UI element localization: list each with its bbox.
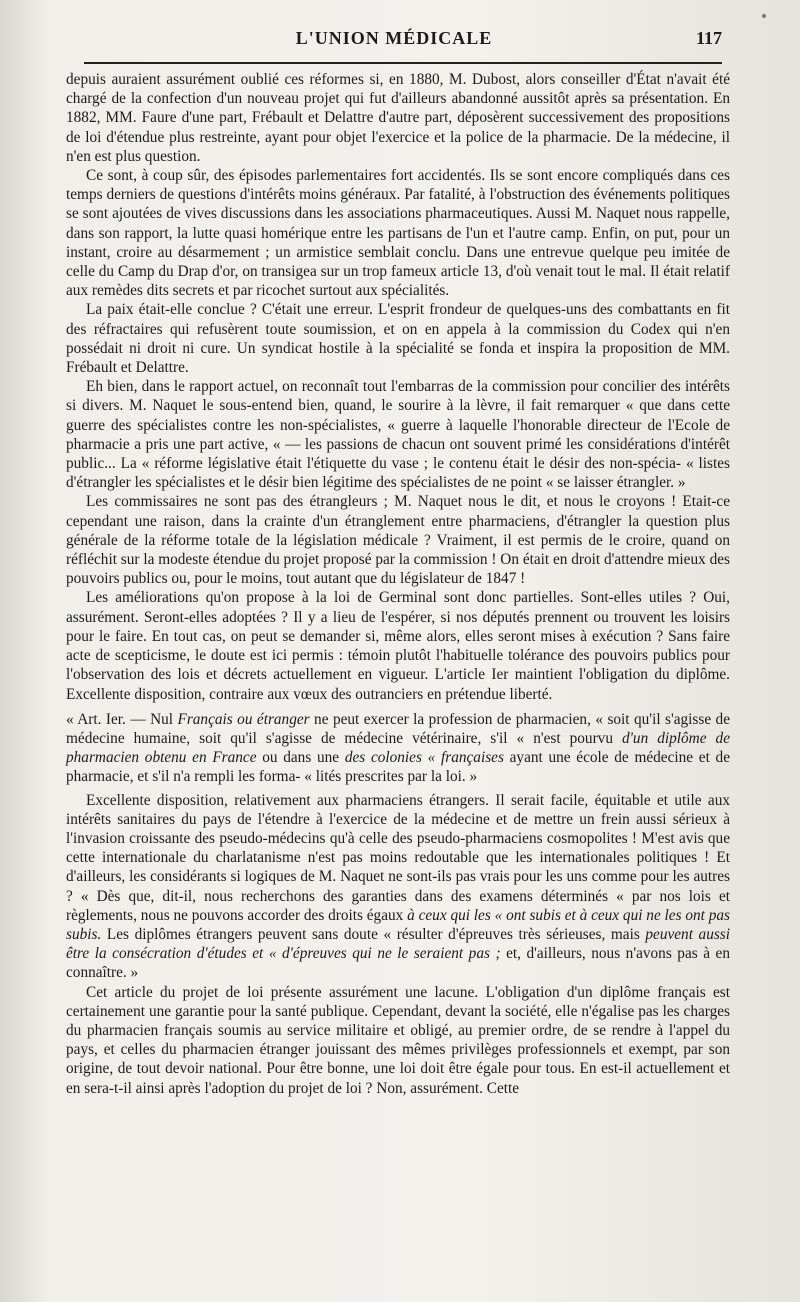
paragraph-text: Les diplômes étrangers peuvent sans doute « résulter d'épreuves très sérieuses, mais — [101, 925, 646, 943]
quote-text: « Art. Ier. — Nul — [66, 710, 178, 728]
running-title: L'UNION MÉDICALE — [295, 28, 493, 48]
quote-italic: d'un diplôme de pharmacien obtenu en France — [66, 729, 730, 767]
quote-text: ou dans une — [256, 749, 345, 767]
law-article-quote — [66, 710, 730, 787]
page-number: 117 — [695, 28, 722, 48]
paragraph-text: Excellente disposition, relativement aux pharmaciens étrangers. Il serait facile, équitable et utile aux intérêts sanitaires du pays de l'étendre à l'exercice de la médecine et de mettre un frein aussi sérieux à l'invasion croissante des pseudo-médecins qu'à celle des pseudo-pharmaciens cosmopolites ! M'est avis que cette internationale du charlatanisme n'est pas moins redoutable que les internationales politiques ! Et d'ailleurs, les considérants si logiques de M. Naquet ne sont-ils pas vrais pour les uns comme pour les autres ? « Dès que, dit-il, nous recherchons des garanties dans des examens déterminés « par nos lois et règlements, nous ne pouvons accorder des droits égaux — [66, 791, 730, 924]
paragraph — [66, 791, 730, 983]
header-rule — [84, 62, 722, 64]
quote-text: ayant une école de médecine et de pharmacie, et s'il n'a rempli les forma- « lités prescrites par la loi. » — [66, 749, 730, 786]
quote-text: ne peut exercer la profession de pharmacien, « soit qu'il s'agisse de médecine humaine, soit qu'il s'agisse de médecine vétérinaire, s'il « n'est pourvu — [66, 710, 730, 747]
paragraph: depuis auraient assurément oublié ces réformes si, en 1880, M. Dubost, alors conseiller d'État n'avait été chargé de la confection d'un nouveau projet qui fut d'ailleurs abandonné aussitôt après sa présentation. En 1882, MM. Faure d'une part, Frébault et Delattre d'autre part, déposèrent successivement des propositions de loi d'étendue plus restreinte, ayant pour objet l'exercice et la police de la pharmacie. De la médecine, il n'en est plus question. — [66, 71, 730, 165]
quote-italic: Français ou étranger — [177, 710, 310, 728]
paragraph-text: et, d'ailleurs, nous n'avons pas à en connaître. » — [66, 945, 730, 982]
paragraph: Les commissaires ne sont pas des étrangleurs ; M. Naquet nous le dit, et nous le croyons ! Etait-ce cependant une raison, dans la crainte d'un étranglement entre pharmaciens, d'étrangler la question plus générale de la réforme totale de la législation médicale ? Vraiment, il est permis de le croire, quand on réfléchit sur la modeste étendue du projet proposé par la commission ! On était en droit d'attendre mieux des pouvoirs publics ou, pour le moins, tout autant que du législateur de 1847 ! — [66, 493, 730, 588]
paragraph: Les améliorations qu'on propose à la loi de Germinal sont donc partielles. Sont-elles utiles ? Oui, assurément. Seront-elles adoptées ? Il y a lieu de l'espérer, si nos députés prennent ou trouvent les loisirs pour le faire. En tout cas, on peut se demander si, même alors, elles seront mises à exécution ? Sans faire acte de scepticisme, le doute est ici permis : témoin plutôt l'habituelle tolérance des pouvoirs publics pour l'observation des lois et décrets actuellement en vigueur. L'article Ier maintient l'obligation du diplôme. Excellente disposition, contraire aux vœux des outranciers en prétendue liberté. — [66, 589, 730, 703]
paragraph: La paix était-elle conclue ? C'était une erreur. L'esprit frondeur de quelques-uns des combattants en fit des réfractaires qui refusèrent toute soumission, et on en appela à la commission du Codex qui n'en possédait ni droit ni cure. Un syndicat hostile à la spécialité se fonda et inspira la proposition de MM. Frébault et Delattre. — [66, 301, 730, 377]
quote-italic: des colonies « françaises — [344, 749, 504, 767]
paragraph: Cet article du projet de loi présente assurément une lacune. L'obligation d'un diplôme français est certainement une garantie pour la santé publique. Cependant, devant la société, elle n'égalise pas les charges du pharmacien français soumis au service militaire et obligé, au premier ordre, de se rendre à l'appel du pays, et celles du pharmacien étranger jouissant des mêmes privilèges professionnels et exempt, par son origine, de tout devoir national. Pour être bonne, une loi doit être égale pour tous. En est-il actuellement et en sera-t-il ainsi après l'adoption du projet de loi ? Non, assurément. Cette — [66, 983, 730, 1097]
article-body — [66, 70, 730, 1098]
paragraph: Ce sont, à coup sûr, des épisodes parlementaires fort accidentés. Ils se sont encore compliqués dans ces temps derniers de questions d'intérêts moins généraux. Par fatalité, à l'obstruction des événements politiques se sont ajoutées de vives discussions dans les associations pharmaceutiques. Aussi M. Naquet nous rappelle, dans son rapport, la lutte quasi homérique entre les partisans de l'un et l'autre camp. Enfin, on put, pour un instant, croire au désarmement ; un armistice semblait conclu. Dans une entrevue quelque peu imitée de celle du Camp du Drap d'or, on transigea sur un trop fameux article 13, d'où venait tout le mal. Il était relatif aux remèdes dits secrets et par ricochet surtout aux spécialités. — [66, 167, 730, 300]
running-header — [66, 26, 722, 56]
paragraph: Eh bien, dans le rapport actuel, on reconnaît tout l'embarras de la commission pour concilier des intérêts si divers. M. Naquet le sous-entend bien, quand, le sourire à la lèvre, il fait remarquer « que dans cette guerre des spécialistes contre les non-spécialistes, « guerre à laquelle l'honorable directeur de l'Ecole de pharmacie a pris une part active, « — les passions de chacun ont souvent primé les considérations d'intérêt public... La « réforme législative était l'étiquette du vase ; le contenu était le désir des non-spécia- « listes d'étrangler les spécialistes et le désir bien légitime des spécialistes de ne point « se laisser étrangler. » — [66, 378, 730, 492]
ink-spot — [762, 14, 766, 18]
paragraph-italic: à ceux qui les « ont subis et à ceux qui ne les ont pas subis. — [66, 906, 730, 943]
paragraph-italic: peuvent aussi être la consécration d'études et « d'épreuves qui ne le seraient pas ; — [66, 925, 731, 963]
